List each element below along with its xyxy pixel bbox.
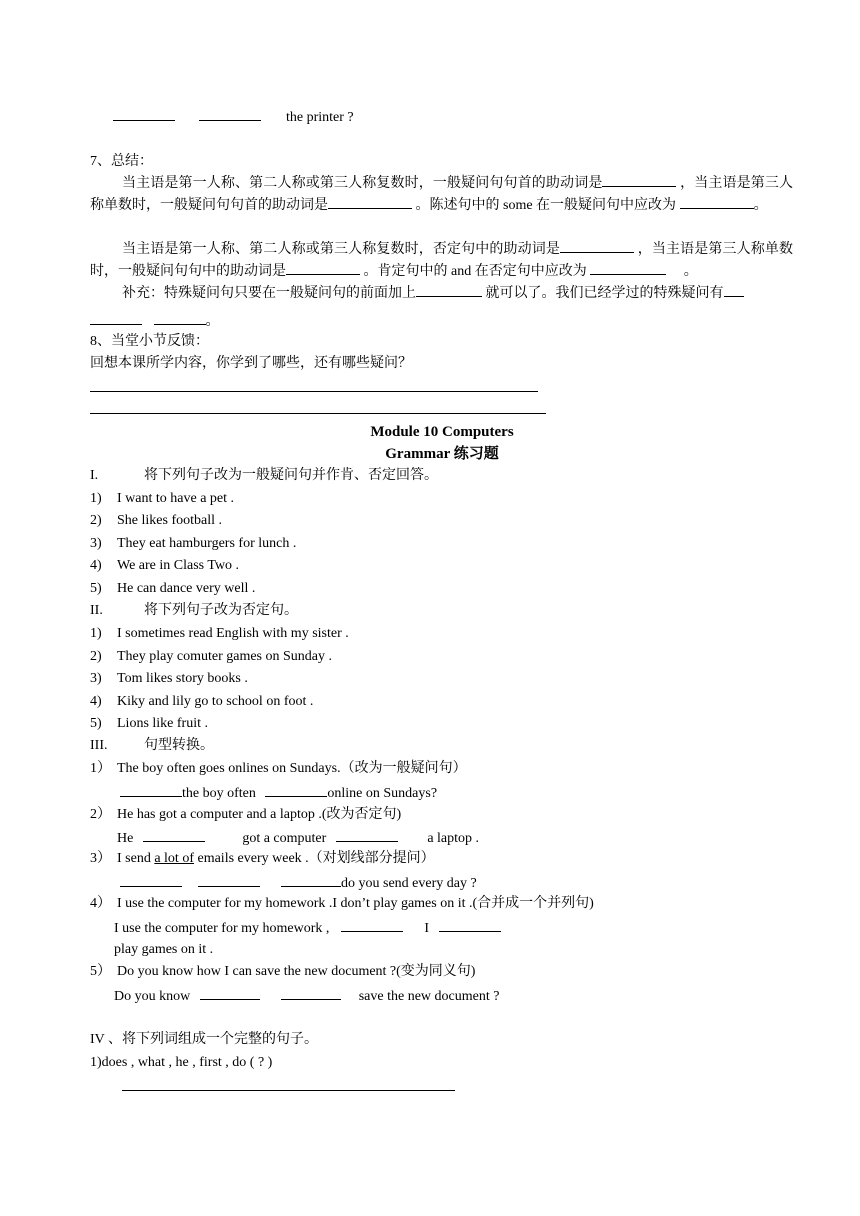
- answer-blank[interactable]: [590, 261, 666, 275]
- item-number: 5）: [90, 964, 111, 979]
- section-4-heading: IV 、将下列词组成一个完整的句子。: [90, 1032, 319, 1047]
- grammar-title: Grammar 练习题: [385, 446, 499, 462]
- answer-text: the boy often: [182, 786, 256, 801]
- question-4: [90, 895, 594, 913]
- question-1: [90, 760, 467, 778]
- list-item: [90, 557, 239, 575]
- summary-p3-text-a: 补充：特殊疑问句只要在一般疑问句的前面加上: [122, 286, 416, 301]
- answer-blank[interactable]: [286, 261, 360, 275]
- answer-blank[interactable]: [439, 918, 501, 932]
- answer-text: online on Sundays?: [327, 786, 438, 801]
- question-3-answer: [120, 873, 477, 893]
- answer-text: a laptop .: [427, 831, 480, 846]
- answer-text: I: [424, 921, 430, 936]
- item-text: Lions like fruit .: [117, 716, 208, 731]
- item-number: 2）: [90, 807, 111, 822]
- summary-p3-text-d: 。: [205, 314, 220, 329]
- section-1-roman: I.: [90, 468, 99, 483]
- summary-p2-text-b: ，当主语是第三人称单数时，一般疑问句句中的助动词是: [90, 242, 794, 279]
- item-number: 1): [90, 491, 102, 506]
- answer-blank[interactable]: [560, 239, 634, 253]
- item-text: Tom likes story books .: [117, 671, 248, 686]
- underlined-phrase: a lot of: [154, 851, 194, 866]
- summary-p3-text-b: 就可以了。我们已经学过的特殊疑问有: [485, 286, 724, 301]
- item-number: 4): [90, 694, 102, 709]
- answer-blank[interactable]: [265, 783, 327, 797]
- summary-p1-text-c: 。陈述句中的 some 在一般疑问句中应改为: [415, 198, 677, 213]
- item-number: 1）: [90, 761, 111, 776]
- question-5: [90, 963, 475, 981]
- item-text: Kiky and lily go to school on foot .: [117, 694, 314, 709]
- item-text: He has got a computer and a laptop .(改为否定句): [117, 807, 402, 822]
- list-item: [90, 648, 332, 666]
- item-text: emails every week .（对划线部分提问）: [193, 851, 435, 866]
- section-1-heading: [90, 467, 438, 485]
- section-4-question-1: 1)does , what , he , first , do ( ? ): [90, 1055, 273, 1070]
- answer-blank[interactable]: [154, 311, 206, 325]
- item-text: They play comuter games on Sunday .: [117, 649, 333, 664]
- question-5-answer: [114, 986, 499, 1006]
- feedback-answer-line[interactable]: [90, 391, 538, 392]
- answer-blank[interactable]: [120, 873, 182, 887]
- item-text: I send: [117, 851, 155, 866]
- summary-paragraph-2: [90, 239, 793, 283]
- answer-text: Do you know: [114, 989, 191, 1004]
- answer-blank[interactable]: [341, 918, 403, 932]
- summary-p2-text-d: 。: [683, 264, 698, 279]
- answer-blank[interactable]: [281, 873, 341, 887]
- item-text: I sometimes read English with my sister .: [117, 626, 349, 641]
- list-item: [90, 625, 349, 643]
- answer-text: do you send every day ?: [341, 876, 477, 891]
- list-item: [90, 490, 234, 508]
- summary-p2-text-a: 当主语是第一人称、第二人称或第三人称复数时，否定句中的助动词是: [122, 242, 561, 257]
- item-number: 2): [90, 513, 102, 528]
- list-item: [90, 670, 248, 688]
- answer-blank[interactable]: [120, 783, 182, 797]
- list-item: [90, 693, 313, 711]
- question-4-answer-cont: play games on it .: [114, 942, 214, 957]
- section-3-roman: III.: [90, 738, 108, 753]
- section-2-instruction: 将下列句子改为否定句。: [144, 603, 298, 618]
- section-3-heading: [90, 737, 214, 755]
- item-text: I want to have a pet .: [117, 491, 235, 506]
- item-text: They eat hamburgers for lunch .: [117, 536, 297, 551]
- answer-blank[interactable]: [336, 828, 398, 842]
- feedback-answer-line[interactable]: [90, 413, 546, 414]
- item-number: 3): [90, 536, 102, 551]
- answer-blank[interactable]: [281, 986, 341, 1000]
- answer-text: save the new document ?: [358, 989, 500, 1004]
- summary-p2-text-c: 。肯定句中的 and 在否定句中应改为: [363, 264, 587, 279]
- section-2-roman: II.: [90, 603, 103, 618]
- summary-paragraph-3: [90, 283, 793, 305]
- item-number: 1): [90, 626, 102, 641]
- list-item: [90, 580, 255, 598]
- answer-blank[interactable]: [113, 107, 175, 121]
- item-text: The boy often goes onlines on Sundays.（改为一般疑问句）: [117, 761, 467, 776]
- list-item: [90, 512, 222, 530]
- answer-text: He: [117, 831, 134, 846]
- answer-text: got a computer: [242, 831, 327, 846]
- section-3-instruction: 句型转换。: [144, 738, 214, 753]
- section-4-answer-line[interactable]: [122, 1090, 455, 1091]
- item-text: He can dance very well .: [117, 581, 256, 596]
- section-1-instruction: 将下列句子改为一般疑问句并作肯、否定回答。: [144, 468, 438, 483]
- module-title: Module 10 Computers: [370, 424, 514, 440]
- item-number: 4）: [90, 896, 111, 911]
- question-3: [90, 850, 435, 868]
- question-2: [90, 806, 401, 824]
- item-text: I use the computer for my homework .I don’t play games on it .(合并成一个并列句): [117, 896, 594, 911]
- answer-blank[interactable]: [602, 173, 676, 187]
- section-2-heading: [90, 602, 298, 620]
- answer-blank[interactable]: [143, 828, 205, 842]
- answer-blank[interactable]: [724, 283, 744, 297]
- item-number: 3）: [90, 851, 111, 866]
- summary-p1-text-b: ，当主语是第三人称单数时，一般疑问句句首的助动词是: [90, 176, 794, 213]
- item-number: 5): [90, 581, 102, 596]
- question-4-answer: [114, 918, 501, 938]
- list-item: [90, 715, 208, 733]
- summary-p1-text-a: 当主语是第一人称、第二人称或第三人称复数时，一般疑问句句首的助动词是: [122, 176, 603, 191]
- feedback-heading: 8、当堂小节反馈：: [90, 334, 209, 349]
- answer-blank[interactable]: [199, 107, 261, 121]
- item-text: She likes football .: [117, 513, 222, 528]
- item-number: 2): [90, 649, 102, 664]
- list-item: [90, 535, 296, 553]
- answer-text: I use the computer for my homework ,: [114, 921, 330, 936]
- item-number: 4): [90, 558, 102, 573]
- question-2-answer: [117, 828, 479, 848]
- answer-blank[interactable]: [198, 873, 260, 887]
- summary-paragraph-1: [90, 173, 793, 217]
- summary-heading: 7、总结：: [90, 154, 153, 169]
- answer-blank[interactable]: [416, 283, 482, 297]
- top-answer-line: [113, 107, 354, 127]
- feedback-prompt: 回想本课所学内容，你学到了哪些，还有哪些疑问？: [90, 356, 412, 371]
- item-number: 3): [90, 671, 102, 686]
- summary-p1-text-d: 。: [753, 198, 768, 213]
- question-1-answer: [120, 783, 437, 803]
- top-line-text: the printer ?: [286, 110, 354, 125]
- answer-blank[interactable]: [200, 986, 260, 1000]
- item-number: 5): [90, 716, 102, 731]
- item-text: Do you know how I can save the new document ?(变为同义句): [117, 964, 476, 979]
- answer-blank[interactable]: [680, 195, 754, 209]
- item-text: We are in Class Two .: [117, 558, 240, 573]
- answer-blank[interactable]: [328, 195, 412, 209]
- summary-p3-continuation: [90, 311, 220, 331]
- answer-blank[interactable]: [90, 311, 142, 325]
